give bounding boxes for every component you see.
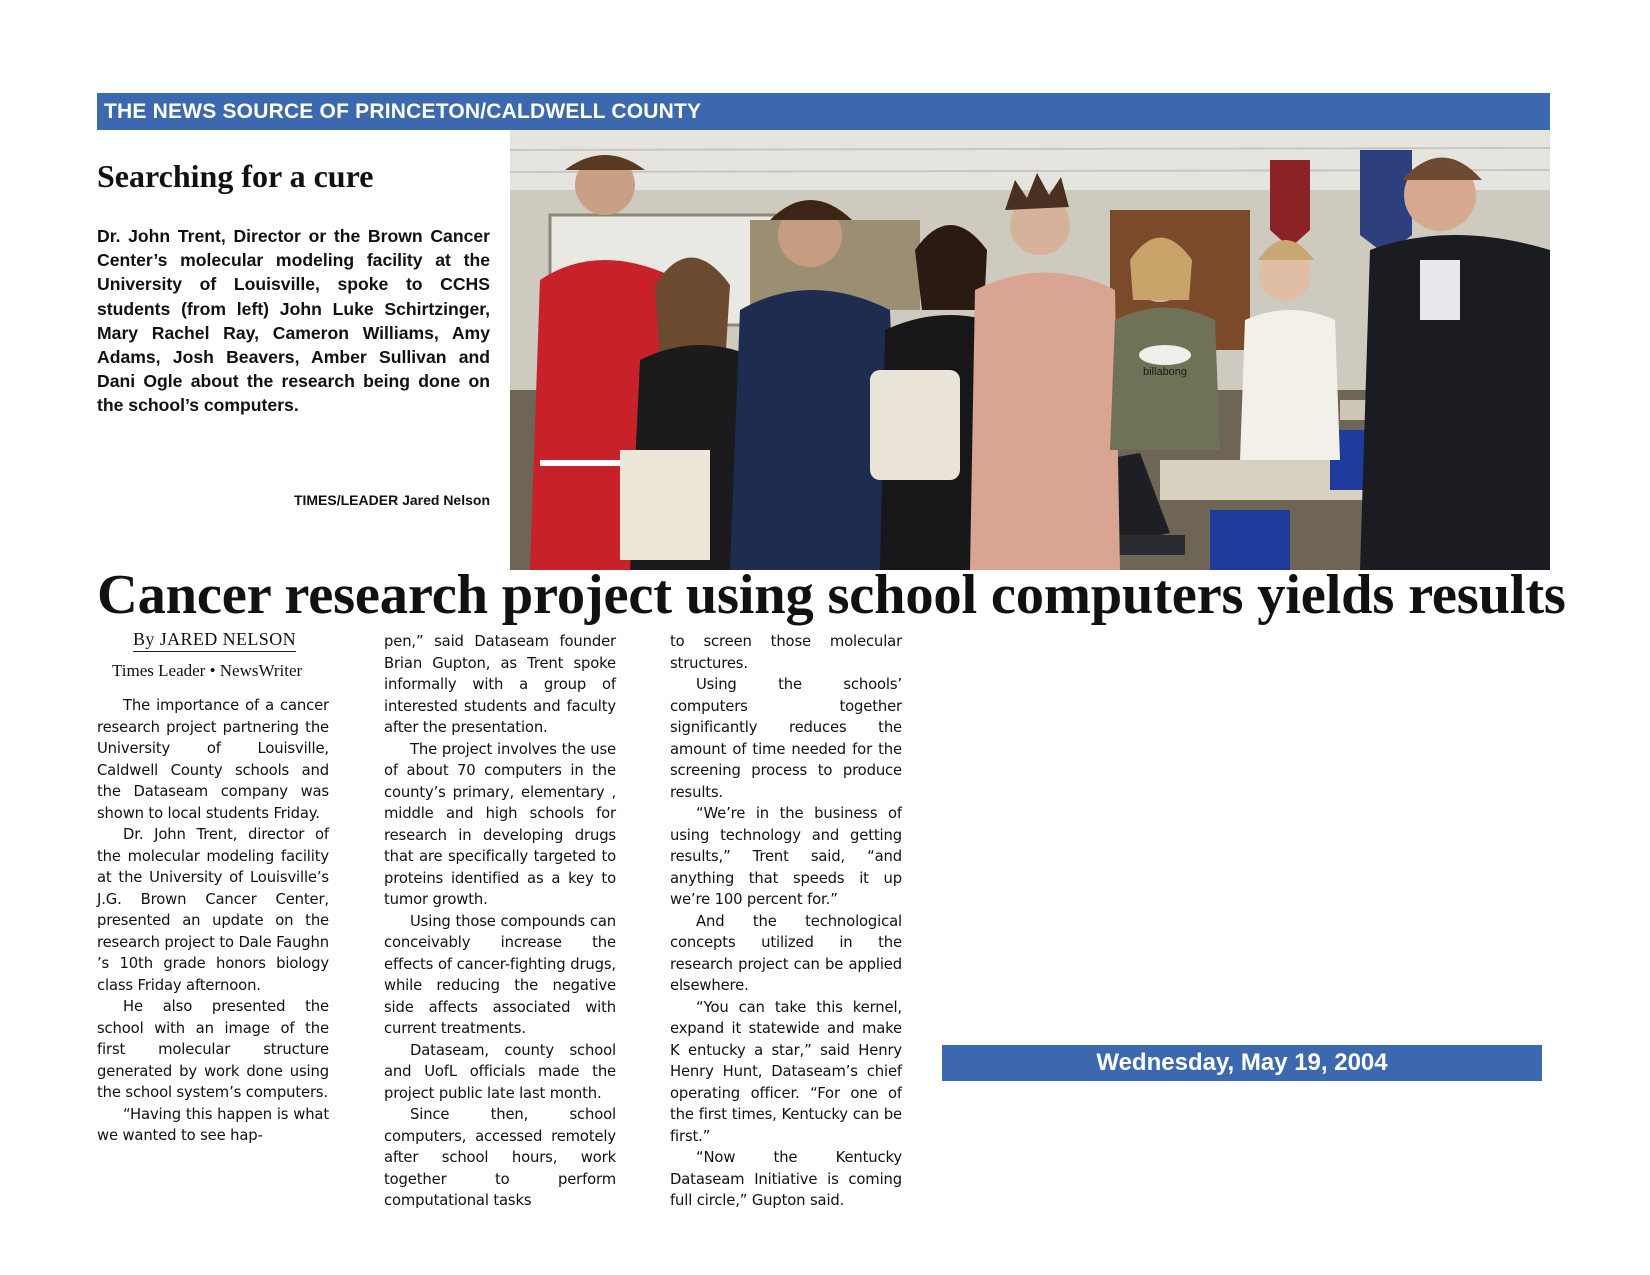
paragraph: Since then, school computers, accessed remotely after school hours, work together to perform computational tasks (384, 1106, 616, 1209)
byline-title: Times Leader • NewsWriter (112, 661, 303, 680)
byline: By JARED NELSON (133, 629, 296, 652)
paragraph: Dataseam, county school and UofL officials made the project public late last month. (384, 1041, 616, 1102)
article-headline: Cancer research project using school computers yields results (97, 564, 1566, 626)
cutline-text: Dr. John Trent, Director or the Brown Cancer Center’s molecular modeling facility at the University of Louisville, spoke to CCHS students (from left) John Luke Schirtzinger, Mary Rachel Ray, Cameron Williams, Amy Adams, Josh Beavers, Amber Sullivan and Dani Ogle about the research being done on the school’s computers. (97, 226, 490, 416)
article-column-2 (384, 631, 616, 1212)
paragraph: The importance of a cancer research project partnering the University of Louisville, Caldwell County schools and the Dataseam company was shown to local students Friday. (97, 697, 329, 822)
article-column-3 (670, 631, 902, 1212)
shirt-text: billabong (1143, 366, 1188, 378)
paragraph: Dr. John Trent, director of the molecular modeling facility at the University of Louisville’s J.G. Brown Cancer Center, presented an update on the research project to Dale Faughn ’s 10th grade honors biology class Friday afternoon. (97, 826, 329, 994)
paragraph: “Now the Kentucky Dataseam Initiative is coming full circle,” Gupton said. (670, 1149, 902, 1209)
article-column-1 (97, 695, 329, 1147)
paragraph: And the technological concepts utilized in the research project can be applied elsewhere. (670, 912, 902, 994)
photo-credit: TIMES/LEADER Jared Nelson (293, 492, 490, 508)
news-photo (510, 130, 1550, 570)
masthead-banner: THE NEWS SOURCE OF PRINCETON/CALDWELL COUNTY (97, 93, 1550, 130)
paragraph: “Having this happen is what we wanted to see hap- (97, 1105, 329, 1144)
paragraph: Using those compounds can conceivably increase the effects of cancer-fighting drugs, while reducing the negative side affects associated with current treatments. (384, 912, 616, 1037)
date-banner: Wednesday, May 19, 2004 (942, 1045, 1542, 1081)
paragraph: The project involves the use of about 70 computers in the county’s primary, elementary , middle and high schools for research in developing drugs that are specifically targeted to proteins identified as a key to tumor growth. (384, 740, 616, 908)
paragraph: Using the schools’ computers together significantly reduces the amount of time needed for the screening process to produce results. (670, 676, 902, 801)
paragraph: “We’re in the business of using technology and getting results,” Trent said, “and anything that speeds it up we’re 100 percent for.” (670, 805, 902, 908)
paragraph: to screen those molecular structures. (670, 633, 902, 672)
paragraph: He also presented the school with an image of the first molecular structure generated by work done using the school system’s computers. (97, 998, 329, 1101)
paragraph: “You can take this kernel, expand it statewide and make K entucky a star,” said Henry Henry Hunt, Dataseam’s chief operating officer. “For one of the first times, Kentucky can be first.” (670, 998, 902, 1145)
paragraph: pen,” said Dataseam founder Brian Gupton, as Trent spoke informally with a group of interested students and faculty after the presentation. (384, 633, 616, 736)
photo-students-classroom-icon (510, 130, 1550, 570)
cutline-heading: Searching for a cure (97, 158, 374, 194)
